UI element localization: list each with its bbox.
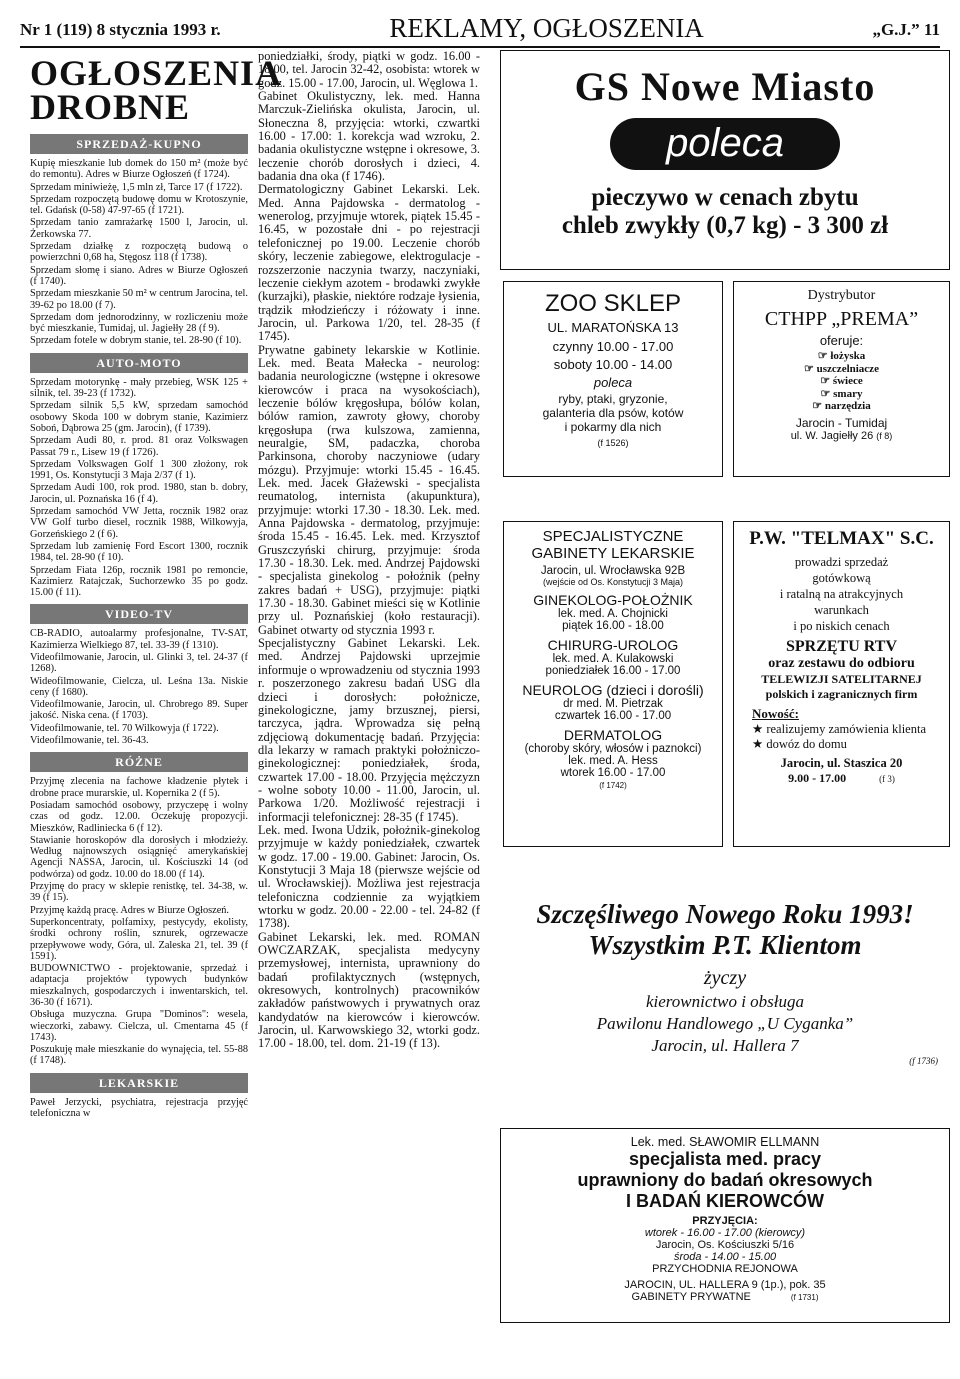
spec-blocks xyxy=(504,592,722,767)
classified-ad: Sprzedam słomę i siano. Adres w Biurze Ogłoszeń (f 1740). xyxy=(30,264,248,287)
prema-line1: Dystrybutor xyxy=(807,288,876,303)
classified-ad: Poszukuję małe mieszkanie do wynajęcia, tel. 55-88 (f 1748). xyxy=(30,1044,248,1067)
telmax-address: Jarocin, ul. Staszica 20 xyxy=(780,756,903,770)
telmax-hours-row xyxy=(734,771,949,786)
spec-block-t: poniedziałek 16.00 - 17.00 xyxy=(545,665,681,677)
prema-oferuje: oferuje: xyxy=(819,333,864,348)
classified-ad: Sprzedam Audi 100, rok prod. 1980, stan b. dobry, Jarocin, ul. Poznańska 16 (f 4). xyxy=(30,482,248,505)
spec-block-h: CHIRURG-UROLOG xyxy=(547,637,679,653)
ads-auto xyxy=(30,377,248,599)
medical-notice: Specjalistyczny Gabinet Lekarski. Lek. med. Andrzej Pajdowski uprzejmie informuje o wprowadzeniu od stycznia 1993 r. poszerzonego zakresu badań USG dla dzieci i dorosłych: położnicze, ginekologiczne, jamy brzusznej, piersi, tarczyca, jądra. Wprowadza się pełną zdjęciową dokumentację badań. Przyjęcia: dla lekarzy w ramach praktyki położniczo-ginekologicznej: poniedziałek, środa, czwartek 17.00 - 18.00. Przyjęcia mężczyzn - wolne soboty 10.00 - 11.00, Jarocin, ul. Parkowa 1/20. Możliwość rejestracji i informacji telefonicznej: 28-35 (f 1745). xyxy=(258,636,480,824)
classified-ad: BUDOWNICTWO - projektowanie, sprzedaż i adaptacja projektów typowych budynków mieszkalnych, gospodarczych i inwentarskich, tel. 36-30 (f 1671). xyxy=(30,963,248,1008)
classified-ad: Przyjmę zlecenia na fachowe kładzenie płytek i drobne prace murarskie, ul. Kopernika 2 (f 5). xyxy=(30,776,248,799)
telmax-l3: i ratalną na atrakcyjnych xyxy=(779,587,904,601)
telmax-nowosc: Nowość: xyxy=(752,706,799,721)
spec-block-h: DERMATOLOG xyxy=(563,727,663,743)
ad-specjalistyczne-gabinety xyxy=(503,521,723,847)
prema-item: ☞ narzędzia xyxy=(812,400,871,412)
prema-item: ☞ uszczelniacze xyxy=(804,362,879,375)
ellmann-l5: PRZYJĘCIA: xyxy=(692,1215,758,1227)
medical-notice: Dermatologiczny Gabinet Lekarski. Lek. Med. Anna Pajdowska - dermatolog - wenerolog, przyjmuje wtorek, piątek 15.45 - 16.45, w pozostałe dni - po rejestracji telefonicznej po 19.00. Leczenie chorób skóry, leczenie zabiegowe, elektrogulacje - rozszerzonie naczynia twarzy, naczyniaki, leczenie ciekłym azotem - brodawki zwykłe (kurzajki), płaskie, niektóre rodzaje łysienia, trądzik młodzieńczy i różowaty i inne. Jarocin, ul. Parkowa 1/20, tel. 28-35 (f 1745). xyxy=(258,182,480,344)
ads-lekarskie xyxy=(30,1097,248,1120)
wishes-l2: Wszystkim P.T. Klientom xyxy=(588,930,862,960)
ads-rozne xyxy=(30,776,248,1066)
ellmann-l2: specjalista med. pracy xyxy=(628,1149,822,1169)
spec-block-t: piątek 16.00 - 18.00 xyxy=(562,620,664,632)
paper-page: „G.J.” 11 xyxy=(872,20,940,39)
gs-badge: poleca xyxy=(610,118,840,170)
prema-item: ☞ smary xyxy=(820,387,863,400)
ellmann-code: (f 1731) xyxy=(790,1293,819,1302)
wishes-l5: Pawilonu Handlowego „U Cyganka” xyxy=(596,1014,854,1033)
telmax-bullet-2 xyxy=(752,737,949,752)
section-heading-sprzedaz: SPRZEDAŻ-KUPNO xyxy=(30,134,248,154)
section-title: REKLAMY, OGŁOSZENIA xyxy=(389,13,704,43)
classifieds-title: OGŁOSZENIA DROBNE xyxy=(30,53,281,127)
classified-ad: Sprzedam Volkswagen Golf 1 300 złożony, rok 1991, Os. Konstytucji 3 Maja 2/37 (f 1). xyxy=(30,458,248,482)
issue-info: Nr 1 (119) 8 stycznia 1993 r. xyxy=(20,20,221,39)
ad-telmax xyxy=(733,521,950,847)
telmax-l6: SPRZĘTU RTV xyxy=(785,638,897,655)
prema-city: Jarocin - Tumidaj xyxy=(795,415,888,430)
classified-ad: Sprzedam silnik 5,5 kW, sprzedam samochód osobowy Skoda 100 w dobrym stanie, Kazimierz Soboń, Dąbrowa 25 (gm. Jarocin), (f 1739). xyxy=(30,400,248,434)
classified-ad: Sprzedam działkę z rozpoczętą budową o powierzchni 0,68 ha, Stęgosz 118 (f 1738). xyxy=(30,241,248,264)
ads-video xyxy=(30,628,248,746)
medical-notice: Gabinet Lekarski, lek. med. ROMAN OWCZARZAK, specjalista medycyny przemysłowej, internista, uprawniony do badań profilaktycznych (wstępnych, okresowych, kontrolnych) pracowników zakładów państwowych i prywatnych oraz kandydatów na kierowców i kierowców. Jarocin, ul. Karwowskiego 32, wtorki godz. 17.00 - 18.00, tel. dom. 21-19 (f 13). xyxy=(258,929,480,1051)
classified-ad: Sprzedam rozpoczętą budowę domu w Krotoszynie, tel. Gdańsk (0-58) 47-97-65 (f 1721). xyxy=(30,193,248,217)
medical-notice: Lek. med. Iwona Udzik, położnik-ginekolog przyjmuje w każdy poniedziałek, czwartek w godz. 17.00 - 19.00. Gabinet: Jarocin, Os. Konstytucji 3 Maja 18 (pierwsze wejście od ul. Wrocławskiej). Możliwa jest rejestracja telefoniczna codziennie za wyjątkiem wtorku w godz. 20.00 - 22.00 - tel. 24-82 (f 1738). xyxy=(258,822,480,931)
spec-title1: SPECJALISTYCZNE xyxy=(542,528,684,545)
classified-ad: Sprzedam mieszkanie 50 m² w centrum Jarocina, tel. 39-62 po 18.00 (f 7). xyxy=(30,288,248,311)
spec-block xyxy=(504,637,722,677)
classifieds-column xyxy=(30,50,281,1120)
classified-ad: Wideofilmowanie, Cielcza, ul. Leśna 13a. Niskie ceny (f 1680). xyxy=(30,675,248,698)
zoo-title: ZOO SKLEP xyxy=(544,290,682,317)
classified-ad: CB-RADIO, autoalarmy profesjonalne, TV-SAT, Kazimierza Wielkiego 87, tel. 33-39 (f 1310). xyxy=(30,628,248,651)
ad-new-year-wishes xyxy=(500,895,950,1110)
zoo-address: UL. MARATOŃSKA 13 xyxy=(547,320,679,335)
telmax-l1: prowadzi sprzedaż xyxy=(794,555,889,569)
section-heading-lekarskie: LEKARSKIE xyxy=(30,1073,248,1093)
classified-ad: Posiadam samochód osobowy, przyczepę i wolny czas od godz. 12.00. Oczekuję propozycji. Mieszków, Radlinieckа 6 (f 12). xyxy=(30,799,248,834)
spec-block xyxy=(504,592,722,632)
medical-notice: Prywatne gabinety lekarskie w Kotlinie. Lek. med. Beata Małecka - neurolog: badania neurologiczne (wstępne i okresowe kierowców i praca na wysokościach), leczenie bólów kręgosłupa, bólów kolan, bólów ramion, zawroty głowy, choroby kręgosłupa (rwa kulszowa, zamienna, neuralgie, SM, padaczka, choroba Parkinsona, choroby naczyniowe (udary mózgu). Przyjmuje: wtorki 15.45 - 16.45. Lek. med. Jacek Głażewski - specjalista reumatolog, internista (akupunktura), przyjmuje: wtorki 17.30 - 18.30. Lek. med. Anna Pajdowska - dermatolog, przyjmuje: środa 15.45 - 16.45. Lek. med. Krzysztof Gruszczyński chirurg, przyjmuje: środa 17.30 - 18.30. Lek. med. Andrzej Pajdowski - specjalista ginekolog - położnik (pełny zakres badań + USG), przyjmuje: piątki 17.30 - 18.30. Gabinet mieści się w Kotlinie przy ul. Poznańskiej (koło restauracji). Gabinet otwarty od stycznia 1993 r. xyxy=(258,342,480,637)
medical-notice: Gabinet Okulistyczny, lek. med. Hanna Marczuk-Zielińska okulista, Jarocin, ul. Słoneczna 8, przyjęcia: wtorki, czwartki 16.00 - 17.00: 1. korekcja wad wzroku, 2. badania okulistyczne wstępne i okresowe, 3. leczenie chorób dorosłych i dzieci, 4. badania dna oka (f 1746). xyxy=(258,89,480,184)
ellmann-l11: GABINETY PRYWATNE xyxy=(631,1291,751,1303)
spec-block-t: lek. med. A. Hess xyxy=(568,755,658,767)
spec-block-h: NEUROLOG (dzieci i dorośli) xyxy=(522,682,704,698)
section-heading-auto: AUTO-MOTO xyxy=(30,353,248,373)
telmax-bullets xyxy=(752,722,949,752)
classified-ad: Videofilmowanie, tel. 70 Wilkowyja (f 1722). xyxy=(30,722,219,734)
telmax-l9: polskich i zagranicznych firm xyxy=(765,687,918,701)
prema-item: ☞ łożyska xyxy=(817,350,866,362)
classified-ad: Przyjmę każdą pracę. Adres w Biurze Ogłoszeń. xyxy=(30,904,229,916)
ad-gs-nowe-miasto xyxy=(500,50,950,270)
classified-ad: Sprzedam miniwieżę, 1,5 mln zł, Tarce 17 (f 1722). xyxy=(30,181,243,193)
zoo-poleca: poleca xyxy=(593,375,633,390)
zoo-line7: i pokarmy dla nich xyxy=(564,420,662,434)
section-heading-rozne: RÓŻNE xyxy=(30,752,248,772)
wishes-l1: Szczęśliwego Nowego Roku 1993! xyxy=(536,899,914,929)
wishes-l4: kierownictwo i obsługa xyxy=(645,992,805,1011)
classified-ad: Sprzedam Audi 80, r. prod. 81 oraz Volkswagen Passat 79 r., Lisew 19 (f 1726). xyxy=(30,435,248,458)
medical-notice: poniedziałki, środy, piątki w godz. 16.00 - 18.00, tel. Jarocin 32-42, osobista: wtorek w godz. 15.00 - 17.00, Jarocin, ul. Węglowa 1. xyxy=(258,49,480,90)
spec-block xyxy=(504,682,722,722)
ellmann-l1: Lek. med. SŁAWOMIR ELLMANN xyxy=(630,1135,820,1149)
spec-title2: GABINETY LEKARSKIE xyxy=(531,545,695,562)
prema-item: ☞ świece xyxy=(820,375,863,387)
telmax-b1: realizujemy zamówienia klienta xyxy=(766,722,926,736)
ad-ellmann xyxy=(500,1128,950,1323)
spec-block-d: dr med. M. Pietrzak xyxy=(563,698,663,710)
classified-ad: Sprzedam samochód VW Jetta, rocznik 1982 oraz VW Golf turbo diesel, rocznik 1988, Wilkowyja, Gorzeńskiego 2 (f 6). xyxy=(30,506,248,540)
spec-block xyxy=(504,727,722,767)
zoo-line5: ryby, ptaki, gryzonie, xyxy=(558,392,668,406)
zoo-saturday: soboty 10.00 - 14.00 xyxy=(553,357,673,372)
medical-column xyxy=(258,50,480,1051)
ad-zoo-sklep xyxy=(503,281,723,477)
classified-ad: Stawianie horoskopów dla dorosłych i młodzieży. Według najnowszych osiągnięć amerykańskiej Agencji NASSA, Jarocin, ul. Kościuszki 14 (od podwórza) od godz. 10.00 do 18.00 (f 14). xyxy=(30,834,248,880)
telmax-hours: 9.00 - 17.00 xyxy=(788,771,847,785)
ellmann-l7: Jarocin, Os. Kościuszki 5/16 xyxy=(655,1239,795,1251)
classified-ad: Paweł Jerzycki, psychiatra, rejestracja przyjęć telefoniczna w xyxy=(30,1096,248,1120)
classified-ad: Sprzedam Fiata 126p, rocznik 1981 po remoncie, Kazimierz Ratajczak, Suchorzewko 35 po godz. 15.00 (f 11). xyxy=(30,564,248,599)
wishes-code: (f 1736) xyxy=(909,1056,938,1066)
prema-code: (f 8) xyxy=(876,430,893,441)
classified-ad: Superkoncentraty, polfamixy, pestycydy, ekolisty, środki ochrony roślin, sznurek, ogrzewacze przepływowe wody, Góra, ul. Zaleska 21, tel. 39 (f 1591). xyxy=(30,916,248,962)
prema-address: ul. W. Jagiełły 26 xyxy=(790,429,874,442)
page-header xyxy=(20,6,940,48)
ellmann-l11-row xyxy=(501,1291,949,1303)
spec-block-h: GINEKOLOG-POŁOŻNIK xyxy=(533,592,693,608)
ellmann-l3: uprawniony do badań okresowych xyxy=(577,1170,873,1190)
wishes-l6: Jarocin, ul. Hallera 7 xyxy=(651,1036,799,1055)
star-icon: ★ xyxy=(752,722,764,736)
classified-ad: Sprzedam tanio zamrażarkę 1500 l, Jarocin, ul. Żerkowska 77. xyxy=(30,217,248,240)
zoo-line6: galanteria dla psów, kotów xyxy=(542,406,684,420)
telmax-l5: i po niskich cenach xyxy=(793,619,890,633)
gs-line2: chleb zwykły (0,7 kg) - 3 300 zł xyxy=(561,212,889,239)
classified-ad: Videofilmowanie, tel. 36-43. xyxy=(30,735,149,747)
telmax-l7: oraz zestawu do odbioru xyxy=(768,656,915,671)
gs-title: GS Nowe Miasto xyxy=(574,64,876,109)
ellmann-l4: I BADAŃ KIEROWCÓW xyxy=(626,1191,824,1211)
ellmann-l9: PRZYCHODNIA REJONOWA xyxy=(652,1263,798,1275)
spec-address: Jarocin, ul. Wrocławska 92B xyxy=(540,565,686,577)
classified-ad: Kupię mieszkanie lub domek do 150 m² (może być do remontu). Adres w Biurze Ogłoszeń (f 1724). xyxy=(30,158,248,181)
spec-code: (f 1742) xyxy=(599,781,627,790)
prema-name: CTHPP „PREMA” xyxy=(764,308,919,330)
spec-block-d: lek. med. A. Kulakowski xyxy=(552,653,674,665)
classified-ad: Sprzedam lub zamienię Ford Escort 1300, rocznik 1984, tel. 28-90 (f 10). xyxy=(30,540,248,564)
telmax-l2: gotówkową xyxy=(812,571,871,585)
ellmann-l10: JAROCIN, UL. HALLERA 9 (1p.), pok. 35 xyxy=(624,1279,826,1291)
spec-entry: (wejście od Os. Konstytucji 3 Maja) xyxy=(542,577,684,587)
classified-ad: Obsługa muzyczna. Grupa "Dominos": wesela, wieczorki, zabawy. Cielcza, ul. Cmentarna 45 (f 1743). xyxy=(30,1009,248,1043)
telmax-title: P.W. "TELMAX" S.C. xyxy=(749,528,934,549)
telmax-lines xyxy=(734,554,949,634)
classified-ad: Videofilmowanie, Jarocin, ul. Chrobrego 89. Super jakość. Niska cena. (f 1703). xyxy=(30,699,248,722)
section-heading-video: VIDEO-TV xyxy=(30,604,248,624)
classified-ad: Sprzedam fotele w dobrym stanie, tel. 28-90 (f 10). xyxy=(30,335,242,347)
telmax-b2: dowóz do domu xyxy=(766,737,847,751)
wishes-l3: życzy xyxy=(703,967,747,989)
prema-address-row xyxy=(734,430,949,442)
ellmann-l6: wtorek - 16.00 - 17.00 (kierowcy) xyxy=(644,1227,806,1239)
classified-ad: Sprzedam dom jednorodzinny, w rozliczeniu może być mieszkanie, Tumidaj, ul. Jagiełły 28 (f 9). xyxy=(30,311,248,335)
zoo-hours: czynny 10.00 - 17.00 xyxy=(552,339,674,354)
ad-prema xyxy=(733,281,950,477)
spec-block-d: (choroby skóry, włosów i paznokci) xyxy=(524,743,702,755)
telmax-l8: TELEWIZJI SATELITARNEJ xyxy=(761,672,922,686)
classified-ad: Sprzedam motorynkę - mały przebieg, WSK 125 + silnik, tel. 39-23 (f 1732). xyxy=(30,376,248,400)
telmax-code: (f 3) xyxy=(879,774,895,784)
zoo-code: (f 1526) xyxy=(597,438,629,448)
ads-sprzedaz xyxy=(30,158,248,347)
classified-ad: Videofilmowanie, Jarocin, ul. Glinki 3, tel. 24-37 (f 1268). xyxy=(30,651,248,675)
gs-line1: pieczywo w cenach zbytu xyxy=(591,184,859,211)
ellmann-l8: środa - 14.00 - 15.00 xyxy=(673,1251,777,1263)
prema-items xyxy=(734,350,949,413)
spec-block-t: czwartek 16.00 - 17.00 xyxy=(554,710,672,722)
telmax-l4: warunkach xyxy=(814,603,869,617)
classified-ad: Przyjmę do pracy w sklepie renistkę, tel. 34-38, w. 39 (f 15). xyxy=(30,881,248,904)
star-icon: ★ xyxy=(752,737,764,751)
spec-block-d: lek. med. A. Chojnicki xyxy=(558,608,668,620)
spec-last-hours: wtorek 16.00 - 17.00 xyxy=(560,767,666,779)
telmax-bullet-1 xyxy=(752,722,949,737)
